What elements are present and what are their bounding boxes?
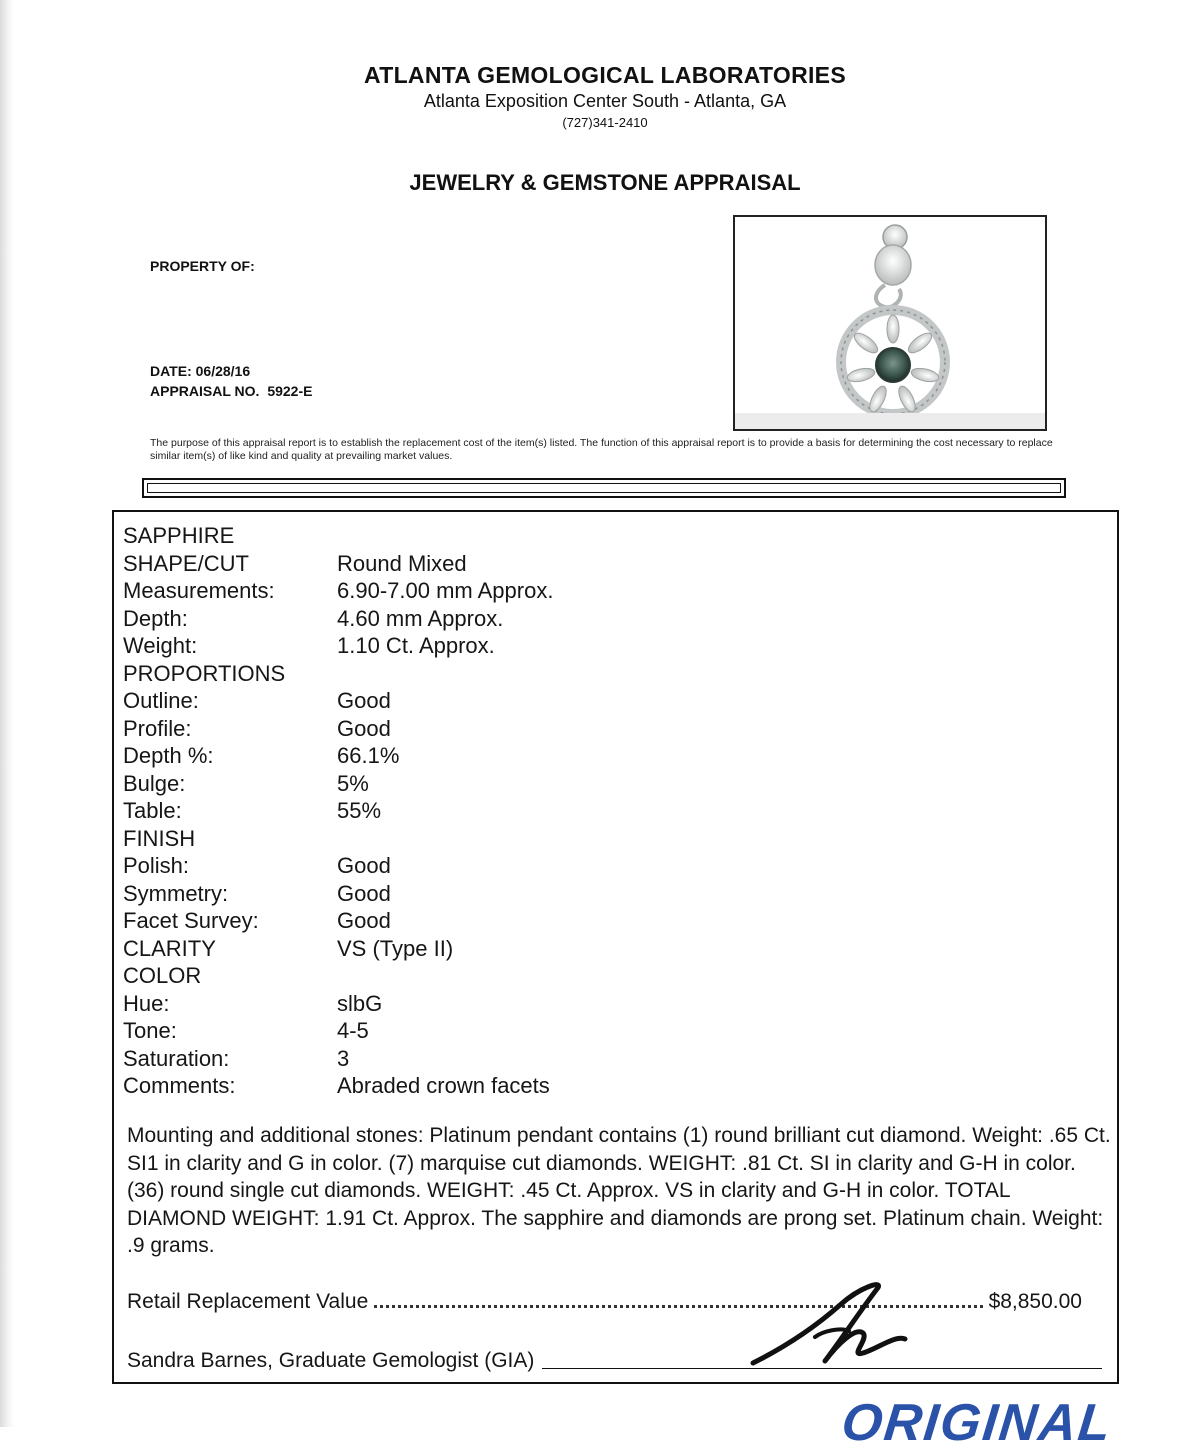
spec-row	[123, 852, 553, 880]
spec-row	[123, 715, 553, 743]
spec-value: 3	[337, 1045, 350, 1071]
spec-label: Polish:	[123, 853, 190, 878]
lab-phone: (727)341-2410	[562, 115, 648, 130]
spec-label: Symmetry:	[123, 880, 229, 906]
spec-label: Comments:	[123, 1073, 236, 1098]
purpose-statement: The purpose of this appraisal report is to establish the replacement cost of the item(s) listed. The function of this appraisal report is to provide a basis for determining the cost necessary to replace similar item(s) of like kind and quality at prevailing market values.	[150, 437, 1053, 462]
spec-label: COLOR	[123, 963, 202, 988]
spec-row	[123, 825, 553, 853]
signature-row	[127, 1343, 1102, 1373]
spec-value: Round Mixed	[337, 550, 467, 576]
spec-label: Measurements:	[123, 578, 275, 603]
spec-value: Good	[337, 908, 391, 933]
pendant-photo	[733, 215, 1047, 431]
appraisal-number-label: APPRAISAL NO.	[150, 383, 260, 399]
spec-value: Abraded crown facets	[337, 1073, 550, 1098]
spec-value	[337, 825, 553, 853]
appraisal-number: 5922-E	[267, 383, 313, 399]
spec-value: 55%	[337, 798, 382, 823]
spec-row	[123, 770, 553, 798]
spec-value: 6.90-7.00 mm Approx.	[337, 578, 554, 603]
spec-label: Hue:	[123, 990, 170, 1016]
spec-value	[337, 962, 553, 990]
original-stamp: ORIGINAL	[838, 1394, 1116, 1452]
spec-value: 66.1%	[337, 743, 400, 768]
spec-value	[337, 522, 553, 550]
spec-row	[123, 907, 553, 935]
spec-value: 5%	[337, 770, 369, 796]
spec-label: Depth:	[123, 605, 188, 631]
spec-row	[123, 522, 553, 550]
spec-row	[123, 605, 553, 633]
spec-label: Profile:	[123, 715, 192, 741]
spec-label: Bulge:	[123, 770, 186, 796]
signer-name: Sandra Barnes, Graduate Gemologist (GIA)	[127, 1349, 535, 1372]
document-title: JEWELRY & GEMSTONE APPRAISAL	[409, 170, 801, 195]
retail-value-row	[127, 1286, 1082, 1314]
spec-row	[123, 962, 553, 990]
spec-label: SAPPHIRE	[123, 523, 235, 548]
scan-edge-shadow	[0, 0, 14, 1427]
date-line: DATE: 06/28/16	[150, 363, 251, 379]
spec-value: Good	[337, 880, 391, 906]
spec-row	[123, 797, 553, 825]
spec-label: PROPORTIONS	[123, 660, 286, 686]
spec-row	[123, 632, 553, 660]
double-rule-bar	[142, 478, 1066, 498]
spec-row	[123, 742, 553, 770]
spec-row	[123, 1072, 553, 1100]
spec-value: Good	[337, 715, 391, 741]
spec-row	[123, 880, 553, 908]
spec-value	[337, 660, 553, 688]
spec-label: Facet Survey:	[123, 908, 259, 933]
spec-value: 1.10 Ct. Approx.	[337, 633, 495, 658]
spec-row	[123, 577, 553, 605]
spec-value: 4-5	[337, 1018, 369, 1043]
spec-value: VS (Type II)	[337, 935, 454, 961]
spec-row	[123, 550, 553, 578]
pendant-illustration	[735, 217, 1045, 429]
mounting-description: Mounting and additional stones: Platinum pendant contains (1) round brilliant cut diamond. Weight: .65 Ct. SI1 in clarity and G in color. (7) marquise cut diamonds. WEIGHT: .81 Ct. SI in clarity and G-H in color. (36) round single cut diamonds. WEIGHT: .45 Ct. Approx. VS in clarity and G-H in color. TOTAL DIAMOND WEIGHT: 1.91 Ct. Approx. The sapphire and diamonds are prong set. Platinum chain. Weight: .9 grams.	[127, 1124, 1111, 1258]
spec-row	[123, 1045, 553, 1073]
spec-value: slbG	[337, 990, 383, 1016]
spec-label: CLARITY	[123, 935, 216, 961]
retail-value-amount: $8,850.00	[988, 1290, 1082, 1313]
gemstone-specs-table	[123, 522, 553, 1100]
spec-value: Good	[337, 853, 391, 878]
property-of-label: PROPERTY OF:	[150, 258, 255, 274]
spec-label: Outline:	[123, 688, 199, 713]
spec-value: Good	[337, 688, 391, 713]
spec-row	[123, 660, 553, 688]
spec-label: Depth %:	[123, 743, 214, 768]
spec-label: Table:	[123, 798, 182, 823]
spec-row	[123, 687, 553, 715]
spec-label: Saturation:	[123, 1045, 230, 1071]
handwritten-signature	[745, 1275, 920, 1375]
lab-name: ATLANTA GEMOLOGICAL LABORATORIES	[364, 62, 846, 88]
retail-value-label: Retail Replacement Value	[127, 1290, 369, 1313]
spec-label: FINISH	[123, 825, 196, 851]
spec-row	[123, 935, 553, 963]
lab-address: Atlanta Exposition Center South - Atlanta, GA	[423, 91, 787, 111]
spec-value: 4.60 mm Approx.	[337, 605, 504, 631]
spec-row	[123, 1017, 553, 1045]
spec-label: Tone:	[123, 1018, 177, 1043]
spec-row	[123, 990, 553, 1018]
spec-label: Weight:	[123, 633, 198, 658]
appraisal-number-line	[150, 383, 312, 399]
spec-label: SHAPE/CUT	[123, 550, 249, 576]
